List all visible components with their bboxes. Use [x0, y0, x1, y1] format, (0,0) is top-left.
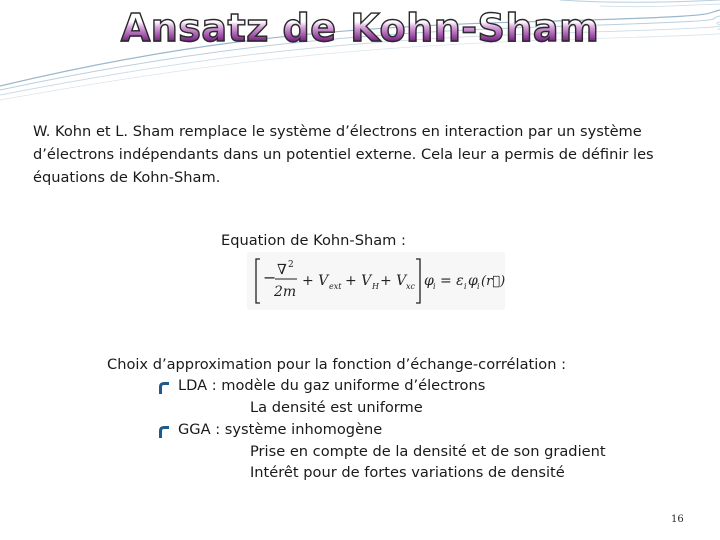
equation-figure	[247, 252, 505, 310]
epsilon-subscript: i	[464, 282, 467, 291]
v-xc-term: + V	[380, 273, 407, 289]
bullet-lda-detail: La densité est uniforme	[250, 399, 423, 416]
v-h-term: + V	[345, 273, 372, 289]
kohn-sham-equation	[247, 252, 505, 310]
epsilon-term: = ε	[440, 273, 464, 289]
nabla-exponent: 2	[288, 260, 294, 270]
approximation-intro: Choix d’approximation pour la fonction d’échange-corrélation :	[107, 356, 567, 373]
intro-paragraph: W. Kohn et L. Sham remplace le système d’électrons en interaction par un système d’électrons indépendants dans un potentiel externe. Cela leur a permis de définir les équations de Kohn-Sham.	[33, 123, 654, 186]
phi-i-left: φ	[424, 273, 434, 289]
bullet-lda	[178, 375, 485, 397]
phi-i-right: φ	[468, 273, 478, 289]
denominator: 2m	[274, 284, 297, 300]
equation-label: Equation de Kohn-Sham :	[221, 232, 406, 249]
bullet-lda-label: LDA : modèle du gaz uniforme d’électrons	[178, 377, 486, 394]
page-number: 16	[671, 514, 684, 525]
nabla-symbol: ∇	[277, 262, 287, 278]
right-bracket	[416, 259, 420, 303]
minus-sign: −	[263, 268, 277, 287]
bullet-gga-label: GGA : système inhomogène	[178, 421, 383, 438]
bullet-gga-detail-1: Prise en compte de la densité et de son gradient	[250, 443, 606, 460]
left-bracket	[256, 259, 260, 303]
slide-title: Ansatz de Kohn-Sham	[0, 2, 720, 54]
bullet-gga-detail-2: Intérêt pour de fortes variations de densité	[250, 464, 565, 481]
phi-i-right-subscript: i	[477, 282, 480, 291]
v-ext-subscript: ext	[329, 282, 342, 291]
phi-i-left-subscript: i	[433, 282, 436, 291]
position-argument: (r⃗)	[481, 274, 505, 289]
bullet-icon	[157, 380, 171, 394]
v-h-subscript: H	[372, 282, 379, 291]
bullet-gga	[178, 419, 382, 441]
v-ext-term: + V	[302, 273, 329, 289]
bullet-icon	[157, 424, 171, 438]
v-xc-subscript: xc	[406, 282, 415, 291]
